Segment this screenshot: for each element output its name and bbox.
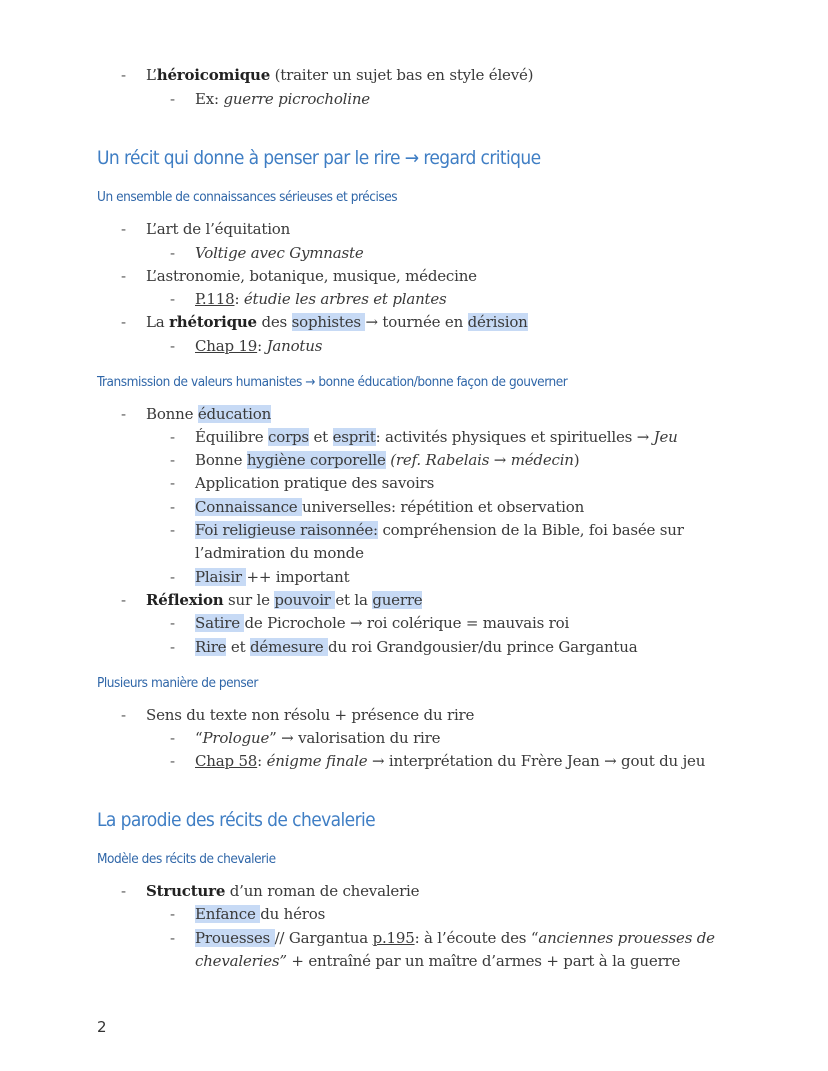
bold-term: Réflexion xyxy=(146,591,224,609)
list-item xyxy=(195,426,678,448)
bullet-dash: - xyxy=(170,428,176,446)
highlighted-text: guerre xyxy=(372,591,423,609)
bullet-dash: - xyxy=(170,290,176,308)
italic-text: chevaleries” xyxy=(195,952,287,970)
bullet-dash: - xyxy=(170,521,176,539)
list-item xyxy=(195,903,325,925)
bold-term: héroicomique xyxy=(156,66,271,84)
subsection-heading: Modèle des récits de chevalerie xyxy=(97,851,276,867)
text: (traiter un sujet bas en style élevé) xyxy=(270,66,534,84)
list-item xyxy=(146,880,419,902)
italic-text: guerre picrocholine xyxy=(223,90,370,108)
text: La xyxy=(146,313,170,331)
list-item xyxy=(195,519,684,541)
text: compréhension de la Bible, foi basée sur xyxy=(377,521,684,539)
text: des xyxy=(256,313,292,331)
bullet-dash: - xyxy=(170,337,176,355)
list-item: Sens du texte non résolu + présence du rire xyxy=(146,706,475,724)
list-item-continuation: l’admiration du monde xyxy=(195,544,364,562)
text: d’un roman de chevalerie xyxy=(225,882,420,900)
text: ) xyxy=(573,451,580,469)
italic-text: anciennes prouesses de xyxy=(538,929,715,947)
text: → tournée en xyxy=(365,313,468,331)
list-item xyxy=(195,288,447,310)
italic-text: (ref. Rabelais → médecin xyxy=(385,451,574,469)
highlighted-text: Rire xyxy=(195,638,227,656)
bullet-dash: - xyxy=(170,498,176,516)
bold-term: Structure xyxy=(146,882,226,900)
text: : xyxy=(257,337,267,355)
highlighted-text: hygiène corporelle xyxy=(246,451,386,469)
text: Équilibre xyxy=(195,428,269,446)
bullet-dash: - xyxy=(170,90,176,108)
bullet-dash: - xyxy=(121,220,127,238)
highlighted-text: Plaisir xyxy=(195,568,247,586)
text: de Picrochole → roi colérique = mauvais roi xyxy=(244,614,570,632)
text: “ xyxy=(195,729,203,747)
subsection-heading: Transmission de valeurs humanistes → bonne éducation/bonne façon de gouverner xyxy=(97,374,568,390)
bullet-dash: - xyxy=(121,591,127,609)
italic-text: Prologue xyxy=(202,729,270,747)
bullet-dash: - xyxy=(170,729,176,747)
text: : xyxy=(257,752,267,770)
highlighted-text: éducation xyxy=(197,405,272,423)
text: du roi Grandgousier/du prince Gargantua xyxy=(327,638,638,656)
highlighted-text: démesure xyxy=(250,638,328,656)
list-item xyxy=(195,612,569,634)
list-item xyxy=(195,727,440,749)
list-item: Application pratique des savoirs xyxy=(195,474,435,492)
text: → valorisation du rire xyxy=(276,729,441,747)
text: du héros xyxy=(260,905,326,923)
list-item xyxy=(195,636,637,658)
highlighted-text: dérision xyxy=(467,313,528,331)
list-item xyxy=(195,242,364,264)
list-item: L’astronomie, botanique, musique, médecine xyxy=(146,267,477,285)
bullet-dash: - xyxy=(170,752,176,770)
section-heading: Un récit qui donne à penser par le rire → regard critique xyxy=(97,147,541,169)
highlighted-text: Foi religieuse raisonnée: xyxy=(195,521,378,539)
bullet-dash: - xyxy=(121,313,127,331)
highlighted-text: Connaissance xyxy=(195,498,303,516)
chapter-reference: Chap 19 xyxy=(195,337,258,355)
chapter-reference: Chap 58 xyxy=(195,752,258,770)
text: et xyxy=(226,638,250,656)
italic-text: étudie les arbres et plantes xyxy=(243,290,447,308)
bullet-dash: - xyxy=(121,267,127,285)
subsection-heading: Un ensemble de connaissances sérieuses et précises xyxy=(97,189,398,205)
text: Bonne xyxy=(195,451,247,469)
list-item xyxy=(146,311,528,333)
text: + entraîné par un maître d’armes + part à la guerre xyxy=(286,952,681,970)
list-item xyxy=(146,64,533,86)
text: ” xyxy=(269,729,277,747)
bullet-dash: - xyxy=(170,474,176,492)
bullet-dash: - xyxy=(170,614,176,632)
page-number: 2 xyxy=(97,1018,107,1036)
highlighted-text: pouvoir xyxy=(274,591,336,609)
italic-text: énigme finale xyxy=(266,752,372,770)
list-item xyxy=(146,589,422,611)
text: : à l’écoute des “ xyxy=(414,929,539,947)
bullet-dash: - xyxy=(170,568,176,586)
bullet-dash: - xyxy=(121,66,127,84)
section-heading: La parodie des récits de chevalerie xyxy=(97,809,376,831)
text: et xyxy=(308,428,333,446)
highlighted-text: esprit xyxy=(332,428,376,446)
list-item xyxy=(146,403,271,425)
text: L’ xyxy=(146,66,157,84)
text: sur le xyxy=(223,591,275,609)
highlighted-text: corps xyxy=(268,428,309,446)
list-item xyxy=(195,335,322,357)
bullet-dash: - xyxy=(121,405,127,423)
italic-text: Jeu xyxy=(653,428,678,446)
subsection-heading: Plusieurs manière de penser xyxy=(97,675,258,691)
list-item xyxy=(195,750,705,772)
highlighted-text: Prouesses xyxy=(195,929,275,947)
page-reference: p.195 xyxy=(372,929,415,947)
text: → interprétation du Frère Jean → gout du jeu xyxy=(371,752,706,770)
bullet-dash: - xyxy=(170,905,176,923)
bullet-dash: - xyxy=(121,706,127,724)
text: : activités physiques et spirituelles → xyxy=(375,428,654,446)
highlighted-text: Satire xyxy=(195,614,245,632)
bullet-dash: - xyxy=(170,638,176,656)
text: Bonne xyxy=(146,405,198,423)
list-item xyxy=(195,566,349,588)
list-item xyxy=(195,927,715,949)
bullet-dash: - xyxy=(121,882,127,900)
highlighted-text: Enfance xyxy=(195,905,261,923)
bullet-dash: - xyxy=(170,929,176,947)
bullet-dash: - xyxy=(170,451,176,469)
text: : xyxy=(234,290,244,308)
italic-text: Janotus xyxy=(266,337,323,355)
page-reference: P.118 xyxy=(195,290,235,308)
bullet-dash: - xyxy=(170,244,176,262)
text: et la xyxy=(335,591,373,609)
italic-text: Voltige avec Gymnaste xyxy=(195,244,364,262)
text: universelles: répétition et observation xyxy=(302,498,585,516)
text: // Gargantua xyxy=(274,929,373,947)
text: Ex: xyxy=(195,90,224,108)
text: ++ important xyxy=(246,568,350,586)
list-item-continuation xyxy=(195,950,680,972)
list-item xyxy=(195,449,579,471)
highlighted-text: sophistes xyxy=(291,313,366,331)
bold-term: rhétorique xyxy=(169,313,257,331)
list-item xyxy=(195,88,370,110)
list-item xyxy=(195,496,584,518)
list-item: L’art de l’équitation xyxy=(146,220,291,238)
